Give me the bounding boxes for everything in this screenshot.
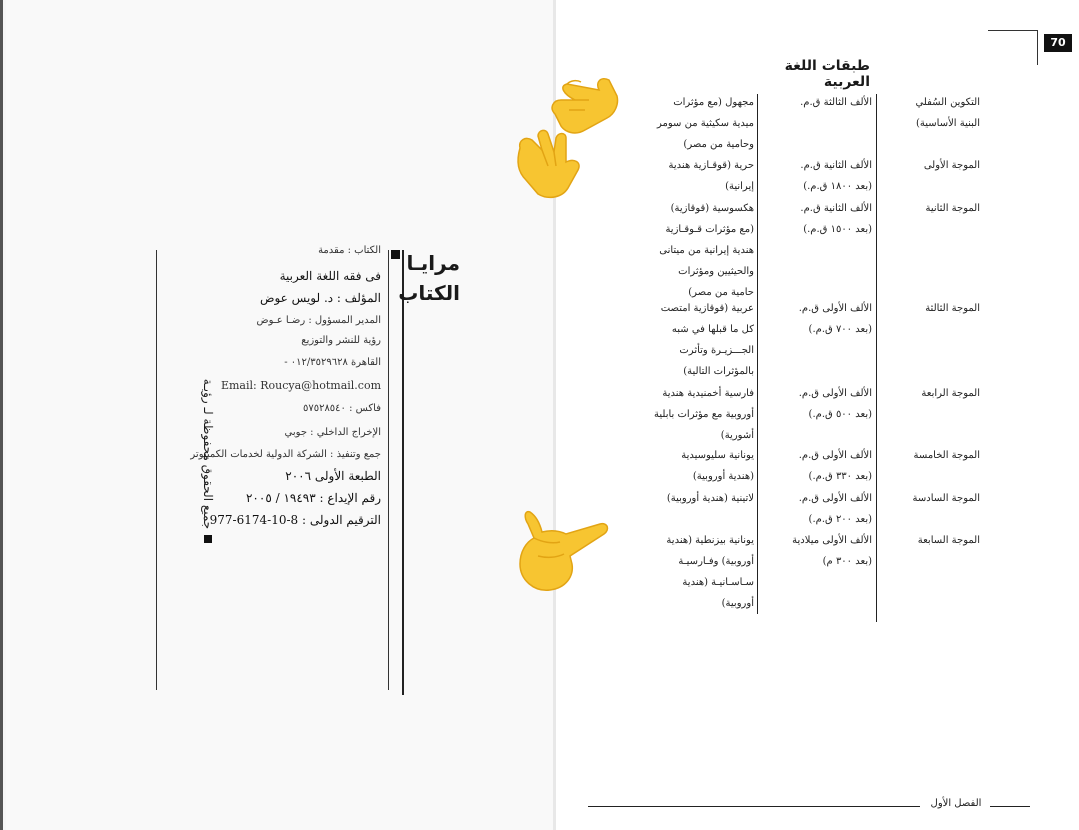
section-title: مرايـا الكتاب [398,251,460,305]
imprint-line: القاهرة ٠١٢/٣٥٢٩٦٢٨ - [284,357,381,368]
column-rule [876,94,877,622]
cell-line: الموجة السادسة [912,493,980,504]
cell-line: الموجة الأولى [923,160,980,171]
rights-text: جميع الحقوق محفوظة لـ رؤيـة [201,378,215,530]
open-hand-icon [512,128,587,203]
cell-line: الألف الأولى ق.م. [798,450,872,461]
table-cell-date [762,445,872,487]
table-cell-label [880,198,980,219]
imprint-line: جمع وتنفيذ : الشركة الدولية لخدمات الكمبيوتر [190,449,381,460]
cell-line: الموجة الرابعة [921,388,980,399]
page-edge [0,0,3,830]
cell-line: أوروبية) [721,598,754,609]
cell-line: فارسية أخمنيدية هندية [662,388,754,399]
table-cell-label [880,530,980,551]
table-cell-label [880,298,980,319]
cell-line: الألف الأولى ق.م. [798,303,872,314]
column-rule [757,94,758,614]
cell-line: أوروبية مع مؤثرات بابلية [654,409,754,420]
imprint-email: Email: Roucya@hotmail.com [220,379,381,392]
cell-line: مجهول (مع مؤثرات [673,97,754,108]
table-cell-desc [650,383,754,446]
imprint-line: الكتاب : مقدمة [318,245,381,256]
cell-line: البنية الأساسية) [916,118,980,129]
table-cell-desc [650,488,754,509]
table-cell-desc [650,445,754,487]
table-cell-label [880,445,980,466]
cell-line: (مع مؤثرات قـوقـازية [665,224,754,235]
imprint-line: فاكس : ٥٧٥٢٨٥٤٠ [302,403,381,414]
rule-left [156,250,157,690]
rule-middle [388,250,389,690]
cell-line: كل ما قبلها في شبه [671,324,754,335]
cell-line: هندية إيرانية من ميتانى [659,245,754,256]
cell-line: (بعد ١٨٠٠ ق.م.) [803,181,872,192]
imprint-line: رؤية للنشر والتوزيع [301,335,381,346]
cell-line: الألف الثالثة ق.م. [800,97,872,108]
cell-line: سـاسـانيـة (هندية [682,577,754,588]
imprint-line: المدير المسؤول : رضـا عـوض [256,315,381,326]
cell-line: (بعد ٧٠٠ ق.م.) [808,324,872,335]
cell-line: الألف الأولى ق.م. [798,388,872,399]
imprint-isbn: الترقيم الدولى : 8-10-6174-977 [209,513,381,527]
pointing-hand-icon [512,508,612,594]
left-page [6,0,554,830]
footer-rule [588,806,920,807]
cell-line: التكوين السُفلي [915,97,980,108]
imprint-line: رقم الإيداع : ١٩٤٩٣ / ٢٠٠٥ [245,491,381,505]
corner-rule-vertical [1037,30,1038,65]
imprint-line: المؤلف : د. لويس عوض [259,291,381,305]
cell-line: ميدية سكيثية من سومر [656,118,754,129]
table-cell-desc [650,198,754,303]
cell-line: أوروبية) وفـارسيـة [678,556,754,567]
page-title: طبقات اللغة العربية [784,58,870,90]
imprint-line: فى فقه اللغة العربية [279,269,381,283]
table-cell-date [762,298,872,340]
table-cell-date [762,530,872,572]
cell-line: أشورية) [720,430,754,441]
bullet-square [204,535,212,543]
section-marker [391,250,400,259]
table-cell-date [762,383,872,425]
cell-line: (بعد ٢٠٠ ق.م.) [808,514,872,525]
cell-line: عربية (قوقازية امتصت [660,303,754,314]
table-cell-desc [650,92,754,155]
cell-line: الموجة الخامسة [913,450,980,461]
table-cell-desc [650,530,754,614]
table-cell-date [762,488,872,530]
cell-line: (بعد ٣٣٠ ق.م.) [808,471,872,482]
cell-line: (بعد ١٥٠٠ ق.م.) [803,224,872,235]
table-cell-label [880,488,980,509]
cell-line: حرية (قوقـازية هندية [668,160,754,171]
cell-line: يونانية سليوسيدية [681,450,754,461]
cell-line: الألف الأولى ق.م. [798,493,872,504]
table-cell-date [762,155,872,197]
cell-line: الألف الثانية ق.م. [800,203,872,214]
cell-line: (بعد ٣٠٠ م) [822,556,872,567]
cell-line: الجـــزيـرة وتأثرت [679,345,754,356]
table-cell-date [762,92,872,113]
imprint-line: الإخراج الداخلي : جوبي [284,427,381,438]
chapter-footer: الفصل الأول [930,798,982,809]
table-cell-label [880,155,980,176]
table-cell-label [880,383,980,404]
cell-line: يونانية بيزنطية (هندية [666,535,754,546]
cell-line: حامية من مصر) [688,287,754,298]
table-cell-desc [650,298,754,382]
rights-notice [199,361,217,561]
cell-line: الألف الأولى ميلادية [792,535,872,546]
footer-rule-short [990,806,1030,807]
rule-right [402,250,404,695]
imprint-line: الطبعة الأولى ٢٠٠٦ [285,469,381,483]
cell-line: بالمؤثرات التالية) [683,366,754,377]
table-cell-label [880,92,980,134]
cell-line: (بعد ٥٠٠ ق.م.) [808,409,872,420]
corner-rule-horizontal [988,30,1038,31]
cell-line: الموجة الثانية [925,203,980,214]
cell-line: (هندية أوروبية) [692,471,754,482]
cell-line: والحيثيين ومؤثرات [678,266,754,277]
cell-line: إيرانية) [725,181,754,192]
table-cell-desc [650,155,754,197]
cell-line: الموجة السابعة [917,535,980,546]
cell-line: وحامية من مصر) [683,139,754,150]
cell-line: هكسوسية (قوقازية) [670,203,754,214]
page-number: 70 [1044,34,1072,52]
cell-line: الموجة الثالثة [925,303,980,314]
table-cell-date [762,198,872,240]
cell-line: الألف الثانية ق.م. [800,160,872,171]
cell-line: لاتينية (هندية أوروبية) [666,493,754,504]
